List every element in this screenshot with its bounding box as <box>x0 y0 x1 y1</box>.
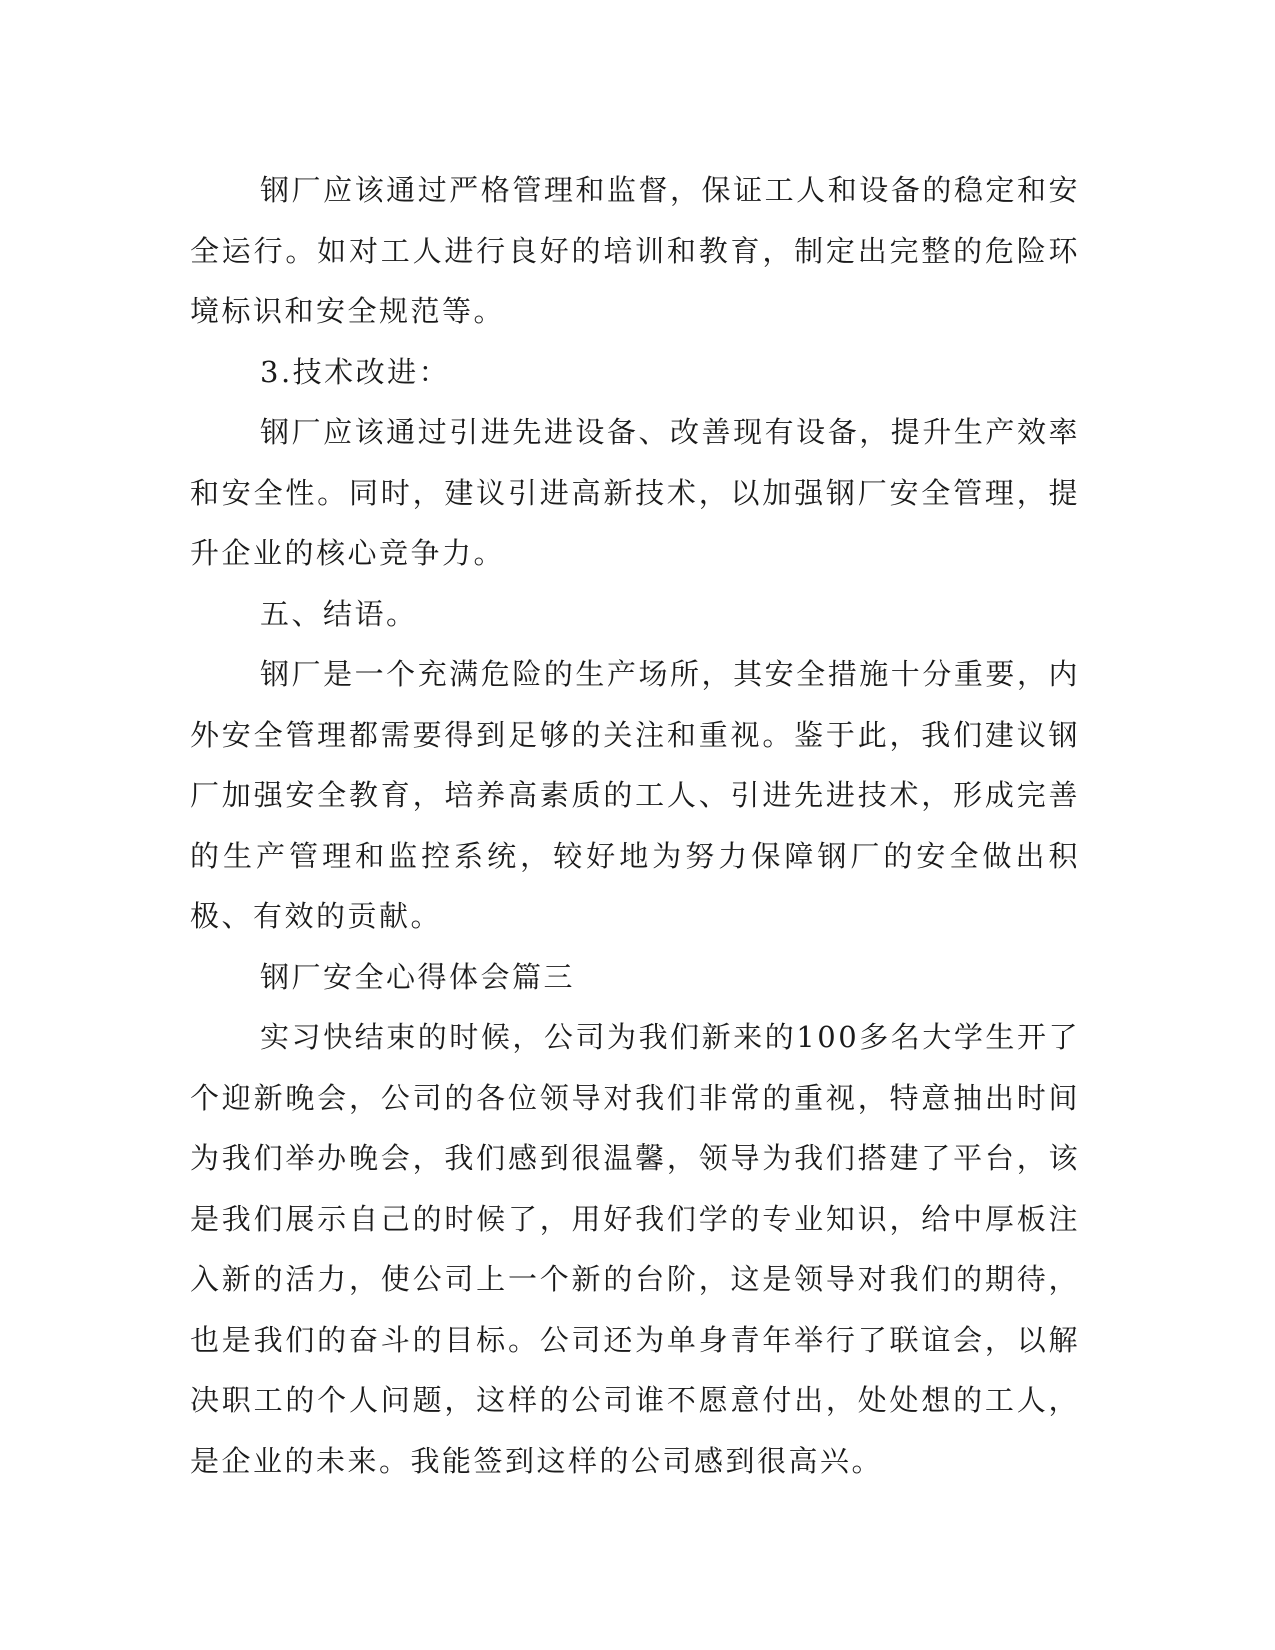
section-heading-tech-improvement: 3.技术改进： <box>260 354 451 389</box>
paragraph-management: 钢厂应该通过严格管理和监督，保证工人和设备的稳定和安全运行。如对工人进行良好的培训和教育，制定出完整的危险环境标识和安全规范等。 <box>190 173 1080 328</box>
document-body <box>190 160 1080 1491</box>
paragraph-internship: 实习快结束的时候，公司为我们新来的100多名大学生开了个迎新晚会，公司的各位领导对我们非常的重视，特意抽出时间为我们举办晚会，我们感到很温馨，领导为我们搭建了平台，该是我们展示自己的时候了，用好我们学的专业知识，给中厚板注入新的活力，使公司上一个新的台阶，这是领导对我们的期待，也是我们的奋斗的目标。公司还为单身青年举行了联谊会，以解决职工的个人问题，这样的公司谁不愿意付出，处处想的工人，是企业的未来。我能签到这样的公司感到很高兴。 <box>190 1020 1080 1478</box>
paragraph-conclusion: 钢厂是一个充满危险的生产场所，其安全措施十分重要，内外安全管理都需要得到足够的关注和重视。鉴于此，我们建议钢厂加强安全教育，培养高素质的工人、引进先进技术，形成完善的生产管理和监控系统，较好地为努力保障钢厂的安全做出积极、有效的贡献。 <box>190 657 1080 933</box>
section-heading-conclusion: 五、结语。 <box>260 596 418 631</box>
paragraph-tech-improvement: 钢厂应该通过引进先进设备、改善现有设备，提升生产效率和安全性。同时，建议引进高新技术，以加强钢厂安全管理，提升企业的核心竞争力。 <box>190 415 1080 570</box>
article-title-part-three: 钢厂安全心得体会篇三 <box>260 959 576 994</box>
